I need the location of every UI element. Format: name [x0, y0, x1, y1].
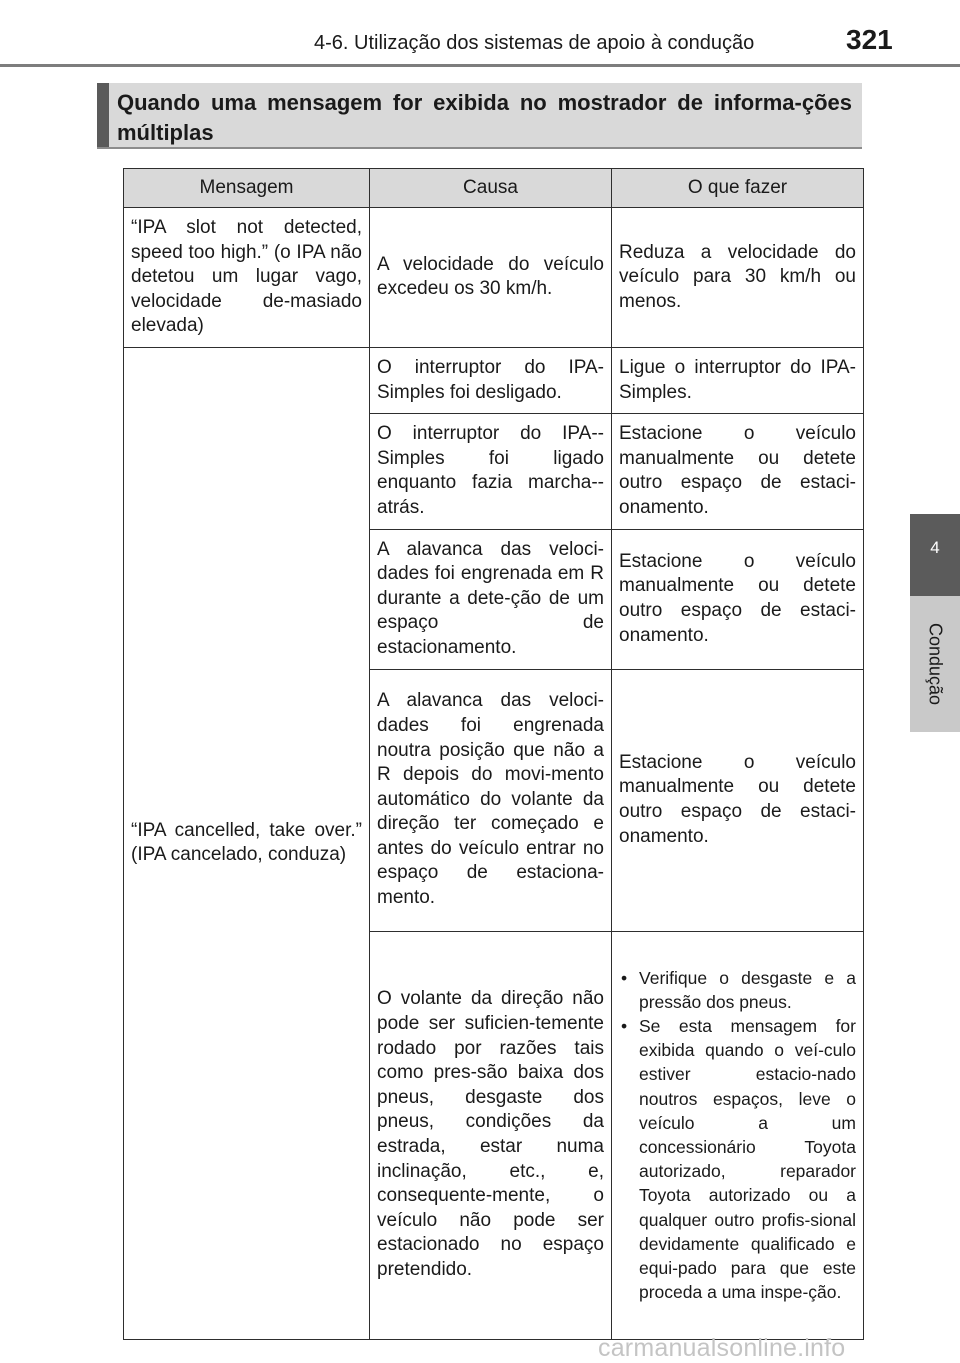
chapter-title: 4-6. Utilização dos sistemas de apoio à condução	[314, 32, 755, 54]
section-title: Quando uma mensagem for exibida no mostrador de informa-ções múltiplas	[117, 90, 852, 145]
table-row	[124, 208, 864, 348]
message-table	[123, 168, 864, 1340]
page-number: 321	[846, 24, 893, 55]
cause-cell: O interruptor do IPA--Simples foi ligado enquanto fazia marcha--atrás.	[370, 414, 612, 529]
list-item: • Verifique o desgaste e a pressão dos pneus.	[619, 966, 856, 1014]
todo-bullet-list	[619, 966, 856, 1305]
cause-cell: A alavanca das veloci-dades foi engrenada noutra posição que não a R depois do movi-mento automático do volante da direção ter começado e antes do veículo entrar no espaço de estaciona-mento.	[370, 669, 612, 931]
header-divider	[0, 64, 960, 67]
message-cell: “IPA slot not detected, speed too high.” (o IPA não detetou um lugar vago, velocidade de-masiado elevada)	[124, 208, 370, 348]
cause-cell: A velocidade do veículo excedeu os 30 km/h.	[370, 208, 612, 348]
list-item: • Se esta mensagem for exibida quando o veí-culo estiver estacio-nado noutros espaços, leve o veículo a um concessionário Toyota autorizado, reparador Toyota autorizado ou a qualquer outro profis-sional devidamente qualificado e equi-pado para que este proceda a uma inspe-ção.	[619, 1014, 856, 1304]
todo-cell: Estacione o veículo manualmente ou detete outro espaço de estaci-onamento.	[612, 414, 864, 529]
cause-cell: O interruptor do IPA-Simples foi desligado.	[370, 347, 612, 413]
table-row	[124, 347, 864, 413]
todo-cell	[612, 931, 864, 1339]
section-heading-bar	[97, 83, 109, 147]
section-heading-box	[97, 83, 862, 149]
todo-cell: Reduza a velocidade do veículo para 30 km/h ou menos.	[612, 208, 864, 348]
cause-cell: A alavanca das veloci-dades foi engrenada em R durante a dete-ção de um espaço de estacionamento.	[370, 529, 612, 669]
todo-cell: Estacione o veículo manualmente ou detete outro espaço de estaci-onamento.	[612, 669, 864, 931]
message-cell: “IPA cancelled, take over.” (IPA cancelado, conduza)	[124, 347, 370, 1339]
table-header-row	[124, 169, 864, 208]
column-header-todo: O que fazer	[612, 169, 864, 208]
side-tab-label: Condução	[925, 622, 946, 706]
column-header-message: Mensagem	[124, 169, 370, 208]
side-tab-number: 4	[930, 538, 940, 557]
column-header-cause: Causa	[370, 169, 612, 208]
todo-cell: Ligue o interruptor do IPA-Simples.	[612, 347, 864, 413]
watermark: carmanualsonline.info	[598, 1334, 846, 1362]
todo-cell: Estacione o veículo manualmente ou detete outro espaço de estaci-onamento.	[612, 529, 864, 669]
cause-cell: O volante da direção não pode ser suficien-temente rodado por razões tais como pres-são baixa dos pneus, desgaste dos pneus, condições da estrada, estar numa inclinação, etc., e, consequente-mente, o veículo não pode ser estacionado no espaço pretendido.	[370, 931, 612, 1339]
